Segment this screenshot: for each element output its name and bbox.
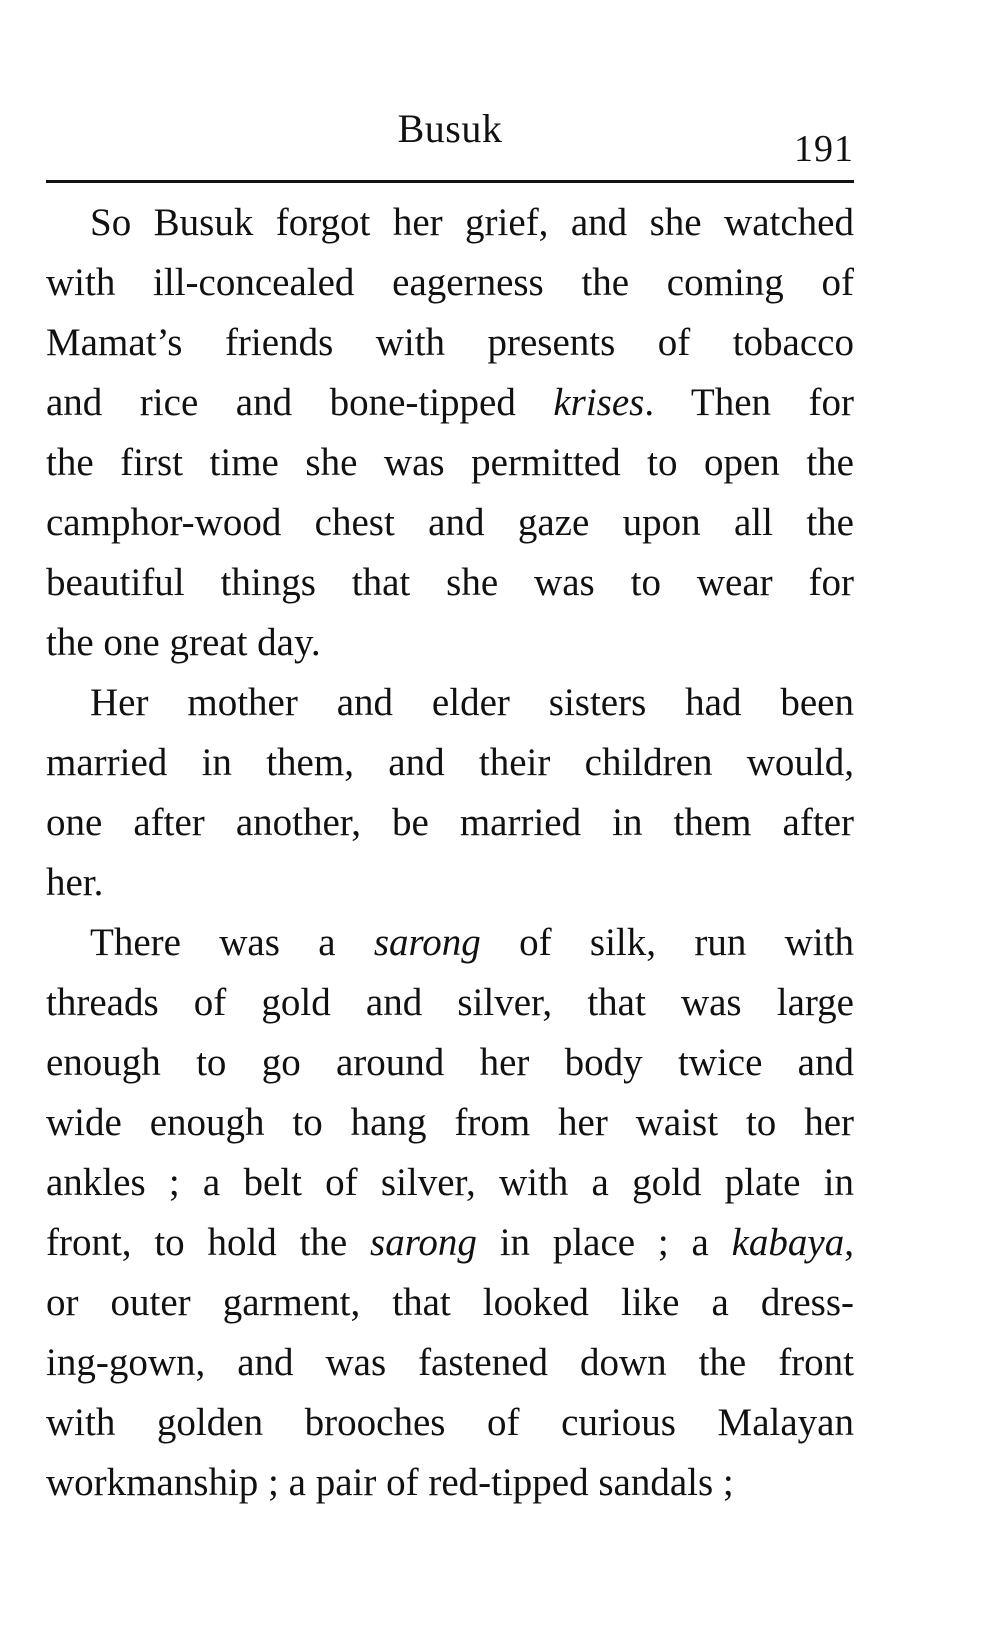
text-segment: , (844, 1221, 854, 1264)
text-line (46, 793, 854, 853)
running-title: Busuk (397, 106, 503, 151)
text-line (46, 253, 854, 313)
text-line (46, 733, 854, 793)
italic-text: krises (553, 381, 645, 424)
text-segment: in place ; a (476, 1221, 732, 1264)
text-segment: Her mother and elder sisters had been (90, 681, 854, 724)
text-line (46, 613, 854, 673)
italic-text: kabaya (731, 1221, 845, 1264)
header-rule (46, 180, 854, 183)
paragraph (46, 193, 854, 673)
running-head (46, 104, 854, 170)
text-line (46, 1153, 854, 1213)
text-line (46, 313, 854, 373)
text-segment: with ill-concealed eagerness the coming of (46, 261, 854, 304)
text-line (46, 1453, 854, 1513)
text-line (46, 1213, 854, 1273)
text-segment: and rice and bone-tipped (46, 381, 554, 424)
text-segment: with golden brooches of curious Malayan (46, 1401, 854, 1444)
text-segment: ing-gown, and was fastened down the front (46, 1341, 854, 1384)
text-segment: of silk, run with (480, 921, 854, 964)
italic-text: sarong (373, 921, 481, 964)
text-line (46, 973, 854, 1033)
text-segment: camphor-wood chest and gaze upon all the (46, 501, 854, 544)
text-segment: ankles ; a belt of silver, with a gold plate in (46, 1161, 854, 1204)
text-segment: There was a (90, 921, 374, 964)
text-line (46, 1393, 854, 1453)
text-line (46, 913, 854, 973)
text-line (46, 433, 854, 493)
text-line (46, 1273, 854, 1333)
text-segment: Mamat’s friends with presents of tobacco (46, 321, 854, 364)
text-segment: wide enough to hang from her waist to her (46, 1101, 854, 1144)
paragraph (46, 673, 854, 913)
text-segment: enough to go around her body twice and (46, 1041, 854, 1084)
body-text (46, 193, 854, 1513)
text-segment: front, to hold the (46, 1221, 371, 1264)
italic-text: sarong (370, 1221, 477, 1264)
text-segment: her. (46, 861, 104, 904)
text-line (46, 1033, 854, 1093)
text-segment: . Then for (644, 381, 854, 424)
text-segment: threads of gold and silver, that was large (46, 981, 854, 1024)
text-line (46, 1333, 854, 1393)
text-segment: beautiful things that she was to wear for (46, 561, 854, 604)
text-segment: one after another, be married in them after (46, 801, 854, 844)
text-line (46, 193, 854, 253)
paragraph (46, 913, 854, 1513)
text-line (46, 1093, 854, 1153)
text-segment: the one great day. (46, 621, 321, 664)
text-line (46, 373, 854, 433)
text-line (46, 553, 854, 613)
text-line (46, 493, 854, 553)
text-line (46, 673, 854, 733)
text-segment: married in them, and their children would, (46, 741, 854, 784)
text-segment: So Busuk forgot her grief, and she watched (90, 201, 854, 244)
page-number: 191 (794, 128, 854, 170)
text-segment: workmanship ; a pair of red-tipped sandals ; (46, 1461, 734, 1504)
text-segment: or outer garment, that looked like a dress- (46, 1281, 854, 1324)
text-segment: the first time she was permitted to open the (46, 441, 854, 484)
text-line (46, 853, 854, 913)
